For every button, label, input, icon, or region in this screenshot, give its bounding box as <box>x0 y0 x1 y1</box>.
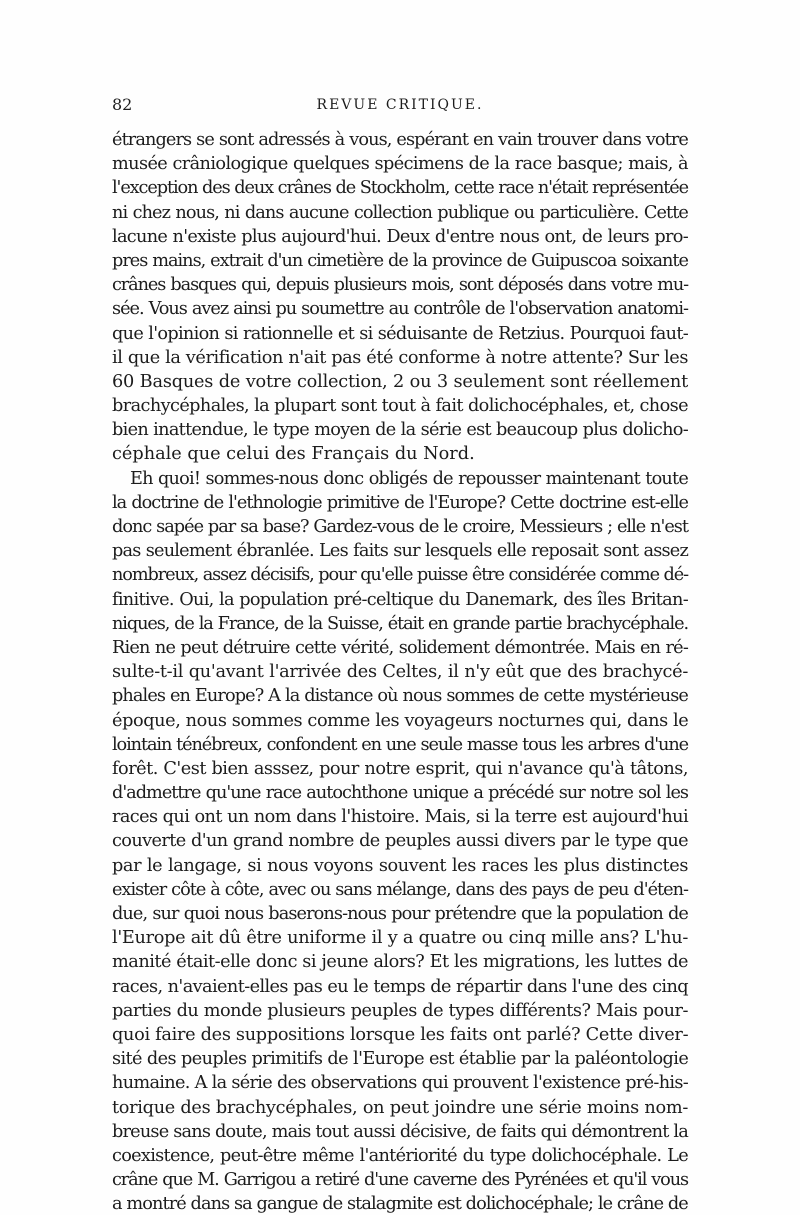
text-line: forêt. C'est bien asssez, pour notre esprit, qui n'avance qu'à tâtons, <box>112 758 688 779</box>
text-line: il que la vérification n'ait pas été conforme à notre attente? Sur les <box>112 347 688 368</box>
text-line: que l'opinion si rationnelle et si séduisante de Retzius. Pourquoi faut- <box>112 323 688 344</box>
text-line: exister côte à côte, avec ou sans mélange, dans des pays de peu d'éten- <box>112 879 688 900</box>
running-head <box>112 92 688 118</box>
text-line: l'exception des deux crânes de Stockholm, cette race n'était représentée <box>112 178 688 199</box>
text-line: pas seulement ébranlée. Les faits sur lesquels elle reposait sont assez <box>112 541 688 562</box>
text-line: crânes basques qui, depuis plusieurs mois, sont déposés dans votre mu- <box>112 275 688 296</box>
text-line: par le langage, si nous voyons souvent les races les plus distinctes <box>112 855 688 876</box>
text-line: breuse sans doute, mais tout aussi décisive, de faits qui démontrent la <box>112 1121 688 1142</box>
text-line: races qui ont un nom dans l'histoire. Mais, si la terre est aujourd'hui <box>112 807 688 828</box>
text-line: bien inattendue, le type moyen de la série est beaucoup plus dolicho- <box>112 420 688 441</box>
text-line: coexistence, peut-être même l'antériorité du type dolichocéphale. Le <box>112 1145 688 1166</box>
page-number: 82 <box>112 95 133 114</box>
text-line: niques, de la France, de la Suisse, était en grande partie brachycéphale. <box>112 613 688 634</box>
text-line: donc sapée par sa base? Gardez-vous de le croire, Messieurs ; elle n'est <box>112 517 688 537</box>
text-line: pres mains, extrait d'un cimetière de la province de Guipuscoa soixante <box>112 250 688 271</box>
text-line: l'Europe ait dû être uniforme il y a quatre ou cinq mille ans? L'hu- <box>112 928 688 949</box>
text-line: sulte-t-il qu'avant l'arrivée des Celtes, il n'y eût que des brachycé- <box>112 662 688 683</box>
text-line: torique des brachycéphales, on peut joindre une série moins nom- <box>112 1097 688 1118</box>
text-line: Eh quoi! sommes-nous donc obligés de repousser maintenant toute <box>130 468 688 489</box>
text-line: époque, nous sommes comme les voyageurs nocturnes qui, dans le <box>112 710 689 731</box>
text-line: crâne que M. Garrigou a retiré d'une caverne des Pyrénées et qu'il vous <box>112 1170 688 1191</box>
text-line: céphale que celui des Français du Nord. <box>112 444 475 465</box>
text-line: sée. Vous avez ainsi pu soumettre au contrôle de l'observation anatomi- <box>112 299 688 320</box>
text-line: la doctrine de l'ethnologie primitive de l'Europe? Cette doctrine est-elle <box>112 492 688 513</box>
text-line: lacune n'existe plus aujourd'hui. Deux d'entre nous ont, de leurs pro- <box>112 226 688 247</box>
text-line: phales en Europe? A la distance où nous sommes de cette mystérieuse <box>112 686 688 707</box>
text-line: couverte d'un grand nombre de peuples aussi divers par le type que <box>112 831 688 852</box>
text-line: sité des peuples primitifs de l'Europe est établie par la paléontologie <box>112 1049 689 1070</box>
text-line: quoi faire des suppositions lorsque les faits ont parlé? Cette diver- <box>112 1024 689 1045</box>
text-line: étrangers se sont adressés à vous, espérant en vain trouver dans votre <box>112 130 688 150</box>
text-line: musée crâniologique quelques spécimens de la race basque; mais, à <box>112 154 688 175</box>
text-line: humaine. A la série des observations qui prouvent l'existence pré-his- <box>112 1073 688 1094</box>
text-line: races, n'avaient-elles pas eu le temps de répartir dans l'une des cinq <box>112 976 688 997</box>
text-line: ni chez nous, ni dans aucune collection publique ou particulière. Cette <box>112 202 688 223</box>
journal-title: REVUE CRITIQUE. <box>316 97 484 113</box>
text-line: due, sur quoi nous baserons-nous pour prétendre que la population de <box>112 904 688 924</box>
text-line: manité était-elle donc si jeune alors? Et les migrations, les luttes de <box>112 952 688 973</box>
text-line: nombreux, assez décisifs, pour qu'elle puisse être considérée comme dé- <box>112 565 688 586</box>
text-line: lointain ténébreux, confondent en une seule masse tous les arbres d'une <box>112 734 688 755</box>
text-line: parties du monde plusieurs peuples de types différents? Mais pour- <box>112 1000 688 1021</box>
text-line: Rien ne peut détruire cette vérité, solidement démontrée. Mais en ré- <box>112 637 688 658</box>
body-text <box>112 128 688 1216</box>
text-line: d'admettre qu'une race autochthone unique a précédé sur notre sol les <box>112 783 688 804</box>
text-line: a montré dans sa gangue de stalagmite est dolichocéphale; le crâne de <box>112 1194 688 1215</box>
text-line: 60 Basques de votre collection, 2 ou 3 seulement sont réellement <box>112 371 688 392</box>
text-line: brachycéphales, la plupart sont tout à fait dolichocéphales, et, chose <box>112 396 688 417</box>
text-line: finitive. Oui, la population pré-celtique du Danemark, des îles Britan- <box>112 589 688 610</box>
